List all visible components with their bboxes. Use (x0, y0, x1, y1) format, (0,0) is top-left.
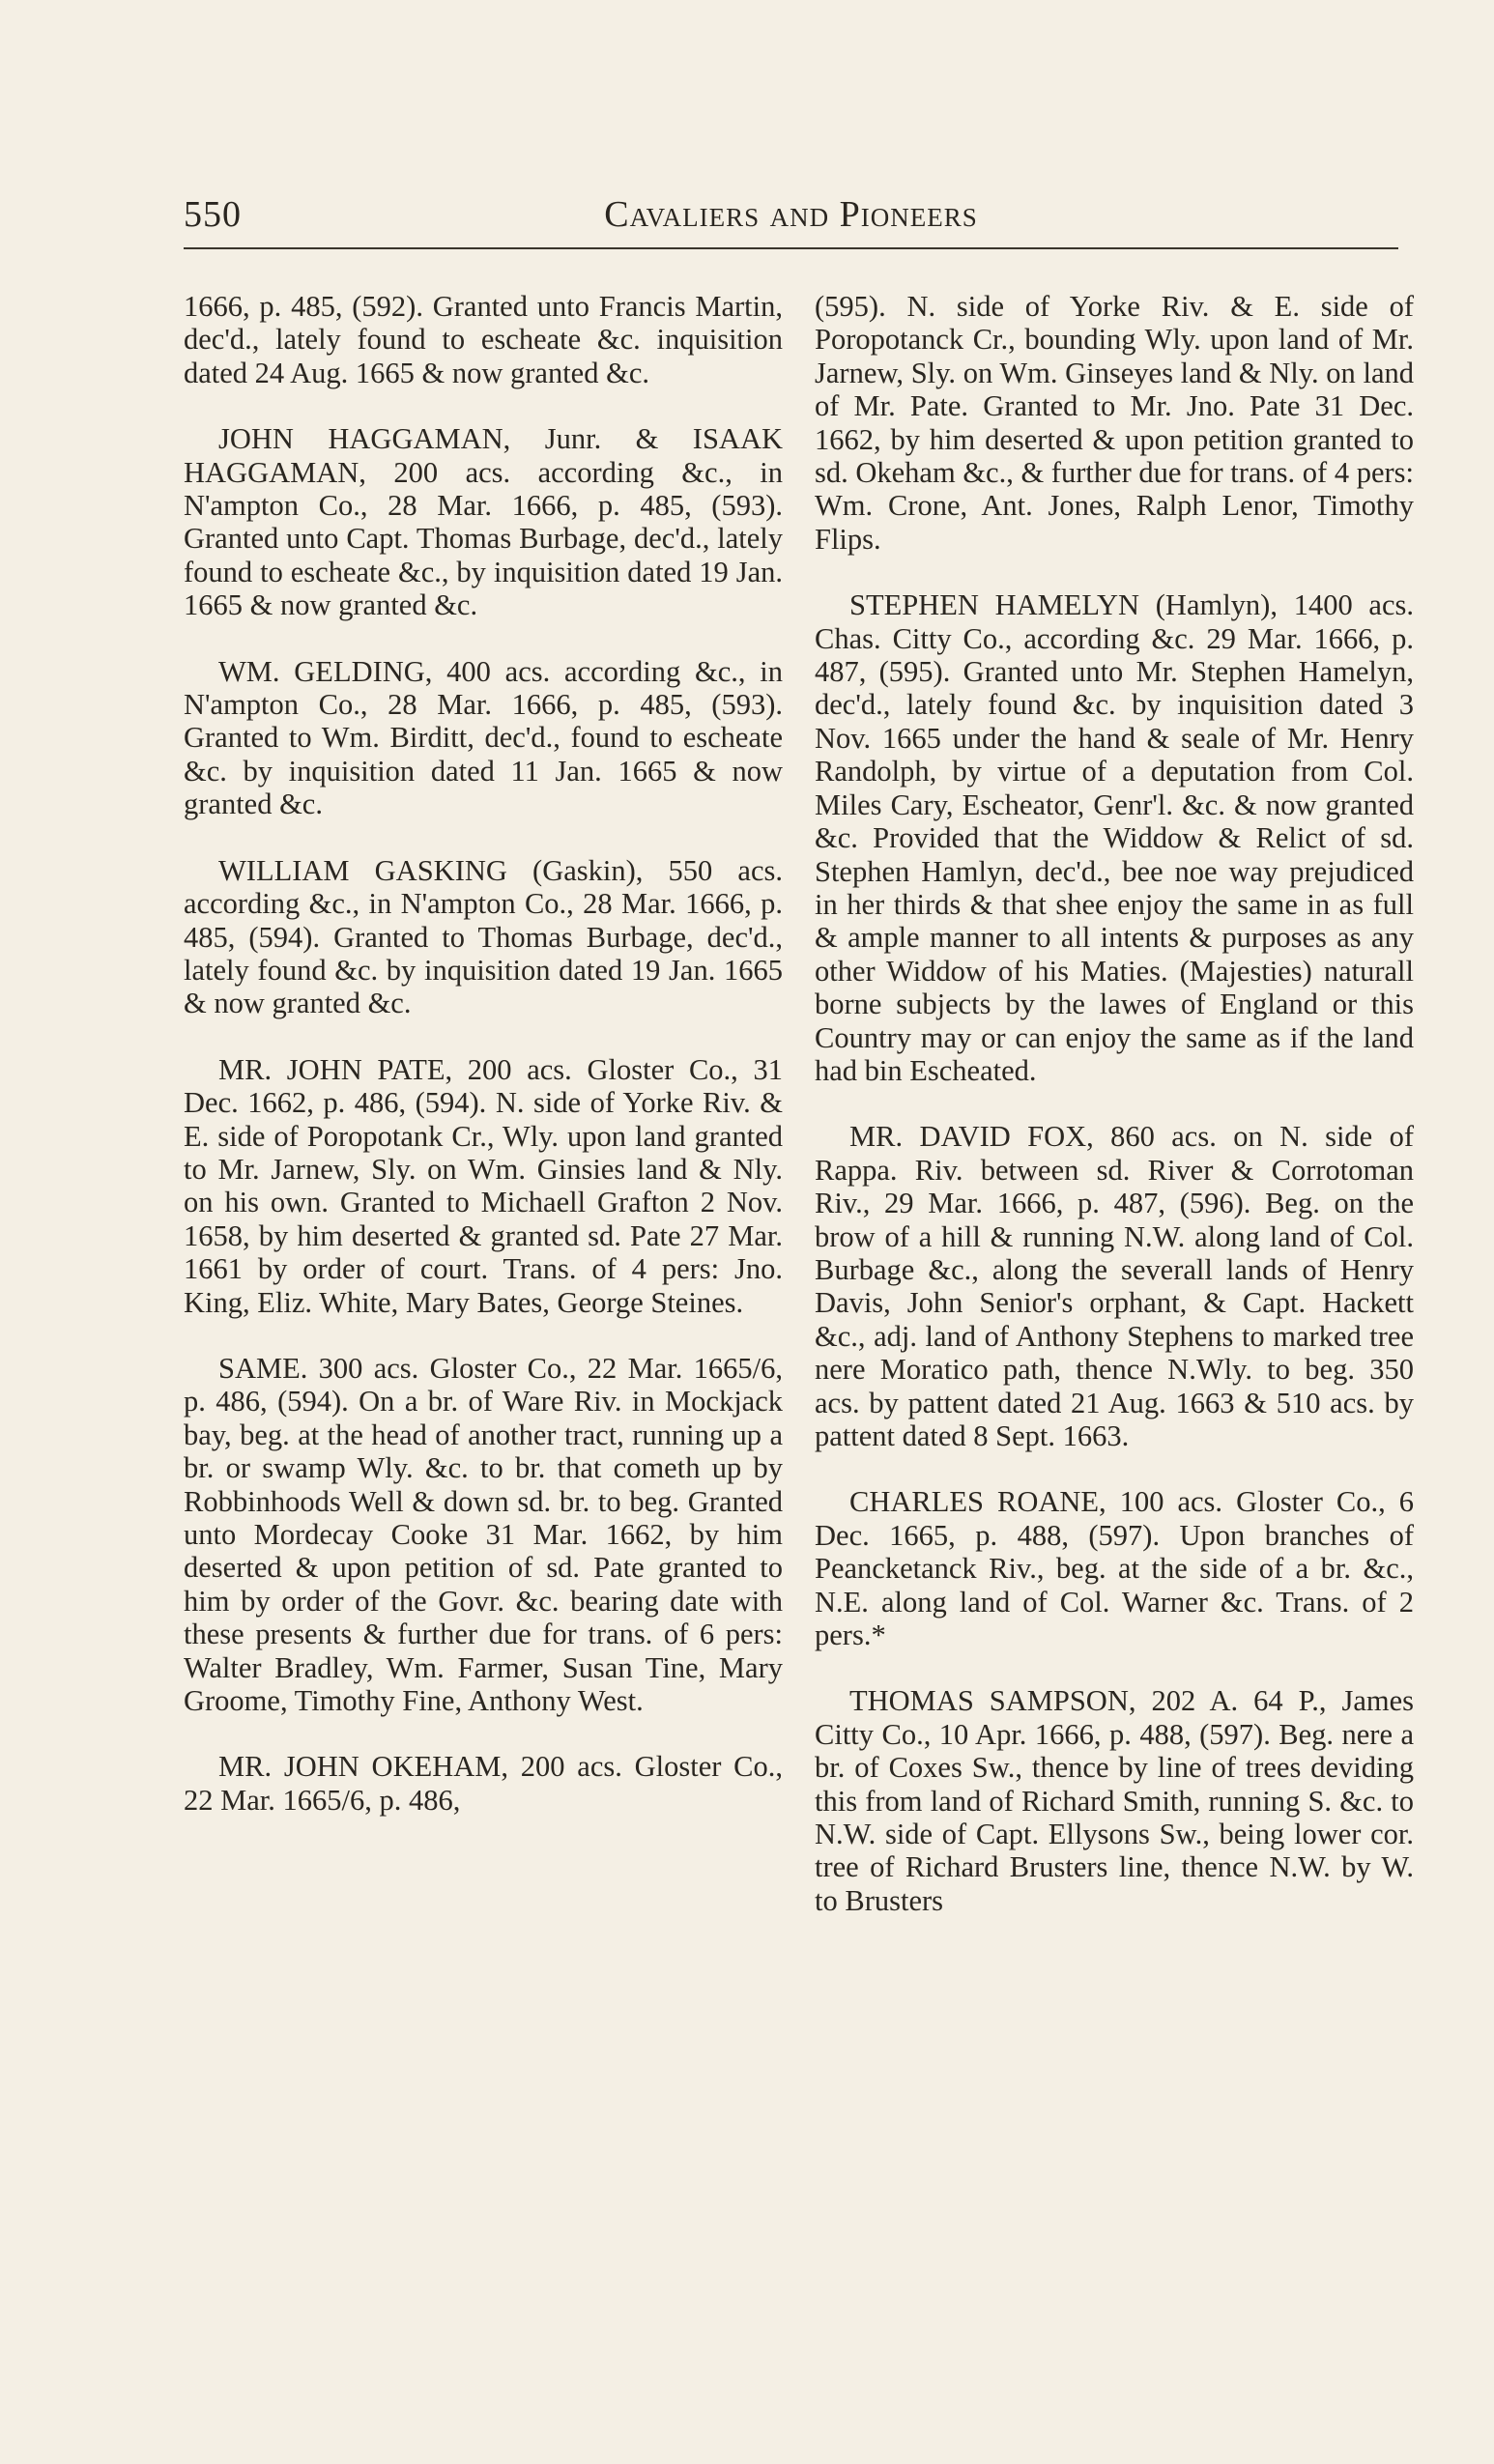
entry-continuation: 1666, p. 485, (592). Granted unto Francis Martin, dec'd., lately found to escheate &c. inquisition dated 24 Aug. 1665 & now granted &c. (184, 290, 783, 389)
entry-sampson: THOMAS SAMPSON, 202 A. 64 P., James Citty Co., 10 Apr. 1666, p. 488, (597). Beg. nere a br. of Coxes Sw., thence by line of trees deviding this from land of Richard Smith, running S. &c. to N.W. side of Capt. Ellysons Sw., being lower cor. tree of Richard Brusters line, thence N.W. by W. to Brusters (815, 1684, 1414, 1917)
page-header (184, 193, 1398, 242)
entry-roane: CHARLES ROANE, 100 acs. Gloster Co., 6 Dec. 1665, p. 488, (597). Upon branches of Peancketanck Riv., beg. at the side of a br. &c., N.E. along land of Col. Warner &c. Trans. of 2 pers.* (815, 1485, 1414, 1652)
page-number: 550 (184, 194, 242, 235)
entry-fox: MR. DAVID FOX, 860 acs. on N. side of Rappa. Riv. between sd. River & Corrotoman Riv., 29 Mar. 1666, p. 487, (596). Beg. on the brow of a hill & running N.W. along land of Col. Burbage &c., along the severall lands of Henry Davis, John Senior's orphant, & Capt. Hackett &c., adj. land of Anthony Stephens to marked tree nere Moratico path, thence N.Wly. to beg. 350 acs. by pattent dated 21 Aug. 1663 & 510 acs. by pattent dated 8 Sept. 1663. (815, 1120, 1414, 1452)
entry-okeham-continued: (595). N. side of Yorke Riv. & E. side of Poropotanck Cr., bounding Wly. upon land of Mr. Jarnew, Sly. on Wm. Ginseyes land & Nly. on land of Mr. Pate. Granted to Mr. Jno. Pate 31 Dec. 1662, by him deserted & upon petition granted to sd. Okeham &c., & further due for trans. of 4 pers: Wm. Crone, Ant. Jones, Ralph Lenor, Timothy Flips. (815, 290, 1414, 556)
left-column (184, 290, 783, 1817)
entry-pate: MR. JOHN PATE, 200 acs. Gloster Co., 31 Dec. 1662, p. 486, (594). N. side of Yorke Riv. & E. side of Poropotank Cr., Wly. upon land granted to Mr. Jarnew, Sly. on Wm. Ginsies land & Nly. on his own. Granted to Michaell Grafton 2 Nov. 1658, by him deserted & granted sd. Pate 27 Mar. 1661 by order of court. Trans. of 4 pers: Jno. King, Eliz. White, Mary Bates, George Steines. (184, 1052, 783, 1319)
entry-gasking: WILLIAM GASKING (Gaskin), 550 acs. according &c., in N'ampton Co., 28 Mar. 1666, p. 485, (594). Granted to Thomas Burbage, dec'd., lately found &c. by inquisition dated 19 Jan. 1665 & now granted &c. (184, 853, 783, 1020)
entry-gelding: WM. GELDING, 400 acs. according &c., in N'ampton Co., 28 Mar. 1666, p. 485, (593). Granted to Wm. Birditt, dec'd., found to escheate &c. by inquisition dated 11 Jan. 1665 & now granted &c. (184, 654, 783, 821)
header-rule (184, 247, 1398, 249)
entry-same: SAME. 300 acs. Gloster Co., 22 Mar. 1665/6, p. 486, (594). On a br. of Ware Riv. in Mockjack bay, beg. at the head of another tract, running up a br. or swamp Wly. &c. to br. that cometh up by Robbinhoods Well & down sd. br. to beg. Granted unto Mordecay Cooke 31 Mar. 1662, by him deserted & upon petition of sd. Pate granted to him by order of the Govr. &c. bearing date with these presents & further due for trans. of 6 pers: Walter Bradley, Wm. Farmer, Susan Tine, Mary Groome, Timothy Fine, Anthony West. (184, 1351, 783, 1718)
right-column (815, 290, 1414, 1917)
running-title: Cavaliers and Pioneers (604, 194, 978, 235)
entry-haggaman: JOHN HAGGAMAN, Junr. & ISAAK HAGGAMAN, 200 acs. according &c., in N'ampton Co., 28 Mar. 1666, p. 485, (593). Granted unto Capt. Thomas Burbage, dec'd., lately found to escheate &c., by inquisition dated 19 Jan. 1665 & now granted &c. (184, 422, 783, 622)
entry-hamelyn: STEPHEN HAMELYN (Hamlyn), 1400 acs. Chas. Citty Co., according &c. 29 Mar. 1666, p. 487, (595). Granted unto Mr. Stephen Hamelyn, dec'd., lately found &c. by inquisition dated 3 Nov. 1665 under the hand & seale of Mr. Henry Randolph, by virtue of a deputation from Col. Miles Cary, Escheator, Genr'l. &c. & now granted &c. Provided that the Widdow & Relict of sd. Stephen Hamlyn, dec'd., bee noe way prejudiced in her thirds & that shee enjoy the same in as full & ample manner to all intents & purposes as any other Widdow of his Maties. (Majesties) naturall borne subjects by the lawes of England or this Country may or can enjoy the same as if the land had bin Escheated. (815, 588, 1414, 1087)
entry-okeham: MR. JOHN OKEHAM, 200 acs. Gloster Co., 22 Mar. 1665/6, p. 486, (184, 1750, 783, 1817)
